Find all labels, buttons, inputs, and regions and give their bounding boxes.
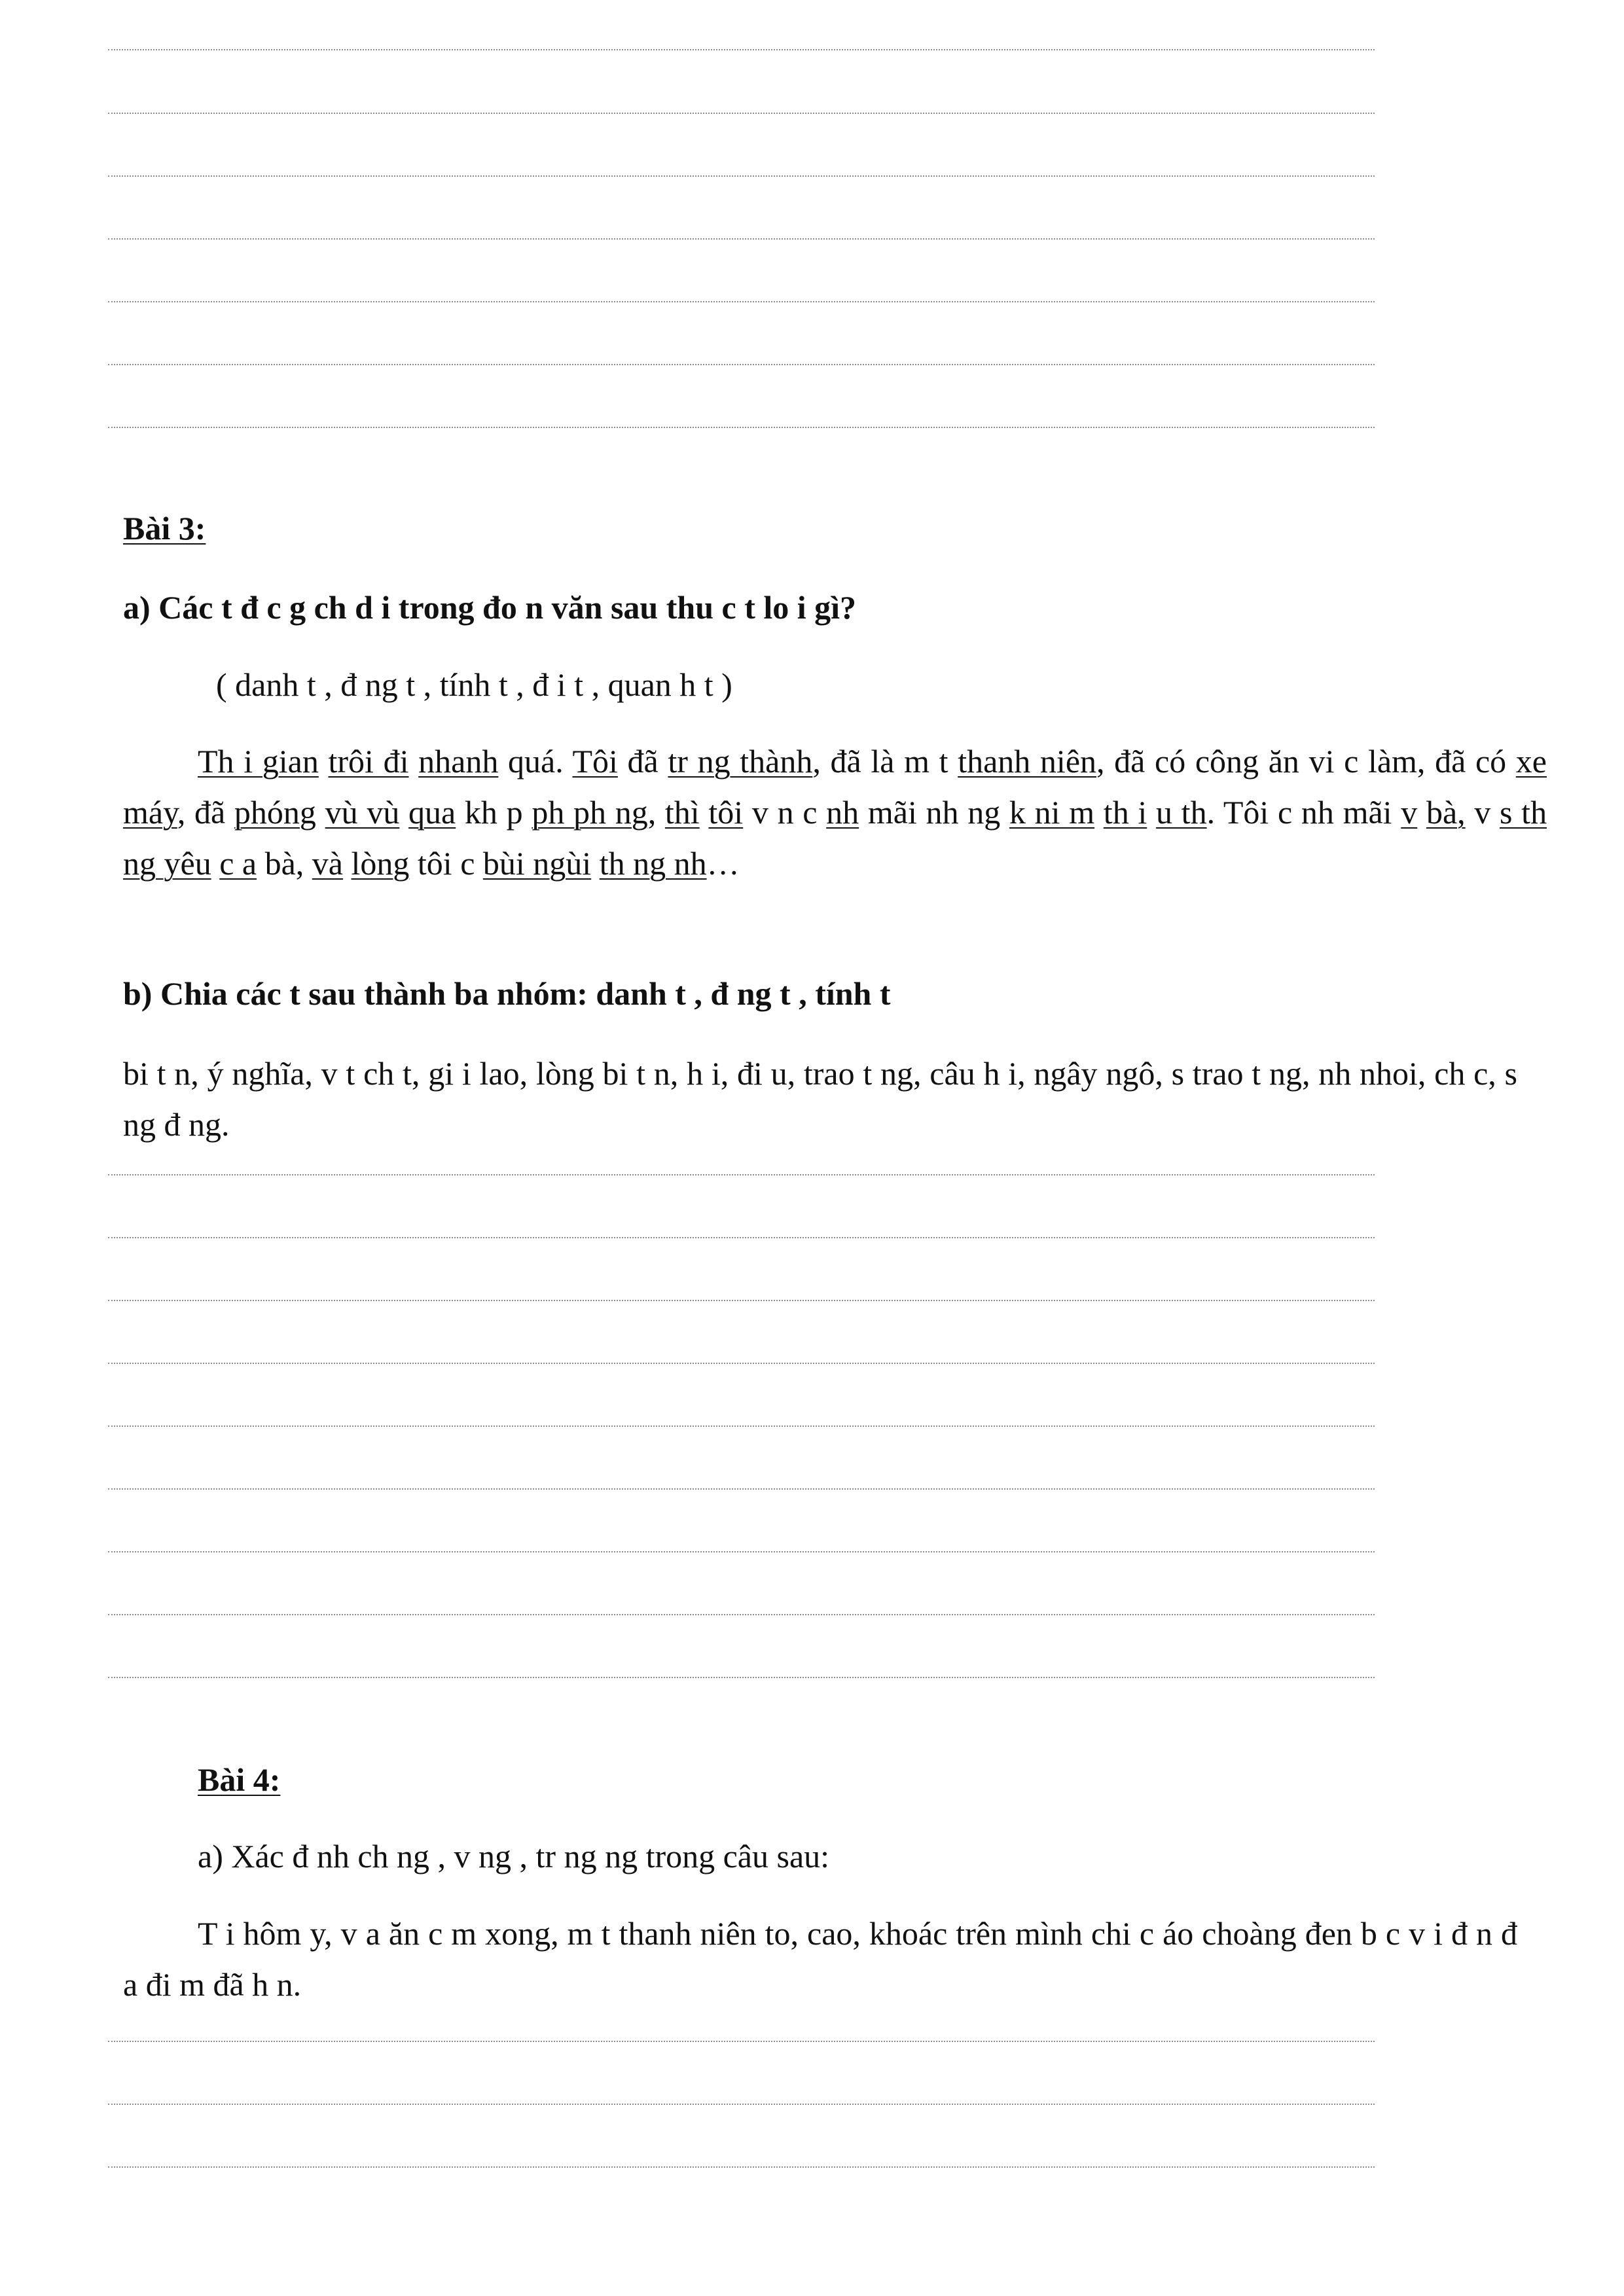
- passage-text: [343, 845, 352, 882]
- answer-line: [108, 1488, 1375, 1490]
- answer-line: [108, 364, 1375, 365]
- exercise-3a-question: a) Các t đ c g ch d i trong đo n văn sau thu c t lo i gì?: [123, 589, 857, 626]
- answer-line: [108, 1677, 1375, 1678]
- underlined-word: lòng: [351, 845, 410, 882]
- underlined-word: và: [312, 845, 343, 882]
- exercise-3a-hint: ( danh t , đ ng t , tính t , đ i t , quan h t ): [216, 666, 732, 703]
- passage-text: , đã có công ăn vi c làm, đã có: [1096, 743, 1516, 780]
- answer-line: [108, 2166, 1375, 2168]
- exercise-4a-sentence: T i hôm y, v a ăn c m xong, m t thanh niên to, cao, khoác trên mình chi c áo choàng đen b c v i đ n đ a đi m đã h n.: [123, 1915, 1517, 2003]
- passage-text: [1417, 794, 1426, 831]
- underlined-word: bà,: [1426, 794, 1466, 831]
- underlined-word: k ni m: [1009, 794, 1095, 831]
- passage-text: [316, 794, 325, 831]
- answer-line: [108, 175, 1375, 177]
- underlined-word: trôi đi: [328, 743, 409, 780]
- answer-line: [108, 1363, 1375, 1364]
- passage-text: kh p: [456, 794, 532, 831]
- passage-text: , đã: [177, 794, 234, 831]
- underlined-word: v: [1401, 794, 1418, 831]
- passage-text: v: [1465, 794, 1500, 831]
- answer-line: [108, 1237, 1375, 1238]
- passage-text: . Tôi c nh mãi: [1206, 794, 1401, 831]
- passage-text: [408, 743, 418, 780]
- exercise-3b-question: b) Chia các t sau thành ba nhóm: danh t , đ ng t , tính t: [123, 975, 891, 1012]
- answer-line: [108, 2104, 1375, 2105]
- answer-line: [108, 1551, 1375, 1552]
- exercise-3b-word-list: bi t n, ý nghĩa, v t ch t, gi i lao, lòng bi t n, h i, đi u, trao t ng, câu h i, ngây ngô, s trao t ng, nh nhoi, ch c, s ng đ ng.: [123, 1055, 1517, 1143]
- answer-line: [108, 427, 1375, 428]
- exercise-4a-question: a) Xác đ nh ch ng , v ng , tr ng ng trong câu sau:: [198, 1838, 830, 1874]
- answer-line: [108, 1174, 1375, 1175]
- underlined-word: tôi: [708, 794, 744, 831]
- underlined-word: th ng nh: [599, 845, 707, 882]
- underlined-word: thanh niên: [958, 743, 1097, 780]
- passage-text: v n c: [743, 794, 827, 831]
- underlined-word: c a: [219, 845, 257, 882]
- passage-text: quá.: [498, 743, 573, 780]
- exercise-3a-passage: [123, 736, 1547, 889]
- passage-text: [399, 794, 408, 831]
- answer-line: [108, 1426, 1375, 1427]
- passage-text: [1147, 794, 1156, 831]
- underlined-word: s th ng yêu: [123, 794, 1547, 882]
- underlined-word: vù vù: [325, 794, 400, 831]
- answer-line: [108, 2041, 1375, 2042]
- passage-text: [700, 794, 709, 831]
- exercise-4-title: Bài 4:: [198, 1761, 281, 1798]
- passage-text: bà,: [257, 845, 312, 882]
- answer-line: [108, 49, 1375, 50]
- passage-text: mãi nh ng: [859, 794, 1009, 831]
- underlined-word: qua: [408, 794, 456, 831]
- underlined-word: th i: [1103, 794, 1147, 831]
- underlined-word: thì: [664, 794, 700, 831]
- underlined-word: nhanh: [418, 743, 499, 780]
- passage-text: ,: [647, 794, 665, 831]
- answer-line: [108, 1614, 1375, 1615]
- answer-line: [108, 113, 1375, 114]
- underlined-word: xe máy: [123, 743, 1547, 831]
- passage-text: …: [706, 845, 740, 882]
- underlined-word: tr ng thành: [668, 743, 813, 780]
- underlined-word: Tôi: [572, 743, 618, 780]
- underlined-word: u th: [1155, 794, 1207, 831]
- answer-line: [108, 301, 1375, 302]
- passage-text: tôi c: [409, 845, 483, 882]
- passage-text: [1094, 794, 1104, 831]
- passage-text: [211, 845, 220, 882]
- underlined-word: phóng: [234, 794, 316, 831]
- exercise-3-title: Bài 3:: [123, 510, 206, 547]
- underlined-word: bùi ngùi: [482, 845, 592, 882]
- underlined-word: nh: [826, 794, 859, 831]
- passage-text: , đã là m t: [812, 743, 958, 780]
- passage-text: đã: [617, 743, 668, 780]
- passage-text: [591, 845, 600, 882]
- passage-text: [319, 743, 329, 780]
- answer-line: [108, 1300, 1375, 1301]
- answer-line: [108, 238, 1375, 240]
- underlined-word: Th i gian: [198, 743, 319, 780]
- underlined-word: ph ph ng: [532, 794, 648, 831]
